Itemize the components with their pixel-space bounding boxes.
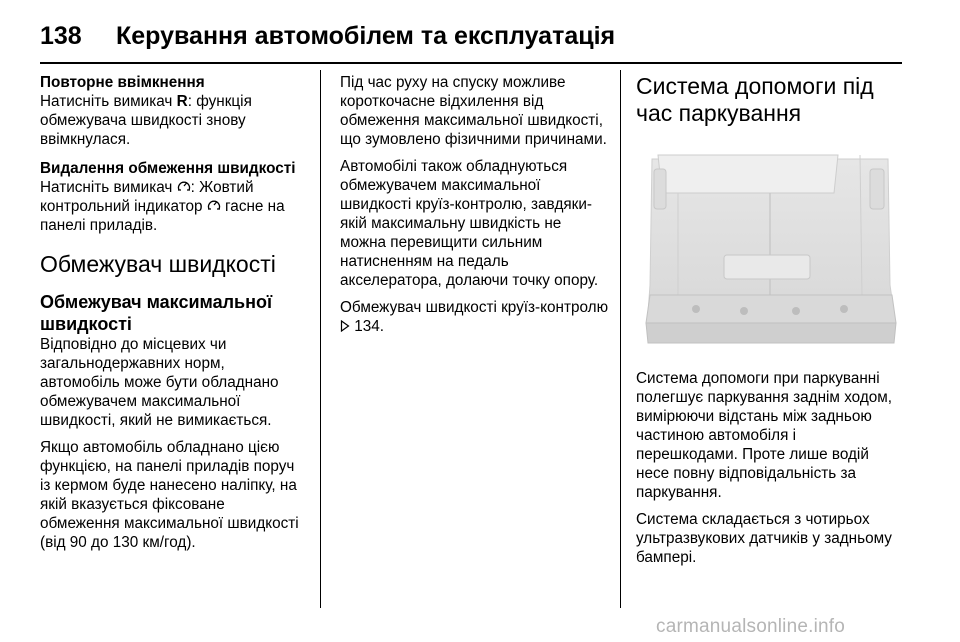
section-heading: Обмежувач швидкості	[40, 251, 276, 277]
page-reference[interactable]: 134.	[354, 318, 385, 335]
reactivate-key: R	[176, 93, 188, 110]
speed-limiter-icon	[207, 197, 221, 216]
page-header	[40, 14, 902, 58]
page-number: 138	[40, 21, 82, 50]
reactivate-text-b: : функція обмежувача швидкості знову ввімкнулася.	[40, 93, 252, 148]
page-reference-triangle-icon	[340, 317, 350, 336]
header-rule	[40, 62, 902, 64]
column-middle	[340, 73, 610, 344]
reactivate-heading: Повторне ввімкнення	[40, 74, 205, 91]
delete-heading: Видалення обмеження швидкості	[40, 160, 296, 177]
paragraph: Обмежувач швидкості круїз-контролю	[340, 299, 609, 316]
column-divider	[320, 70, 321, 608]
subsection-heading: Обмежувач максимальної швидкості	[40, 292, 273, 334]
paragraph: Якщо автомобіль обладнано цією функцією, на панелі приладів поруч із кермом буде нанесено наліпку, на якій вказується фіксоване обмеження максимальної швидкості (від 90 до 130 км/год).	[40, 439, 299, 551]
reactivate-text-a: Натисніть вимикач	[40, 93, 177, 110]
delete-text-a: Натисніть вимикач	[40, 179, 177, 196]
paragraph: Автомобілі також обладнуються обмежувачем максимальної швидкості круїз-контролю, завдяки якій максимальну швидкість не можна перевищити сильним натисненням на педаль акселератора, долаючи точку опору.	[340, 158, 599, 289]
van-rear-illustration	[638, 145, 902, 355]
delete-text-b: : Жовтий контрольний індикатор	[40, 179, 254, 215]
page-title: Керування автомобілем та експлуатація	[116, 21, 616, 50]
parking-assist-heading: Система допомоги під час паркування	[636, 73, 874, 126]
paragraph: Відповідно до місцевих чи загальнодержавних норм, автомобіль може бути обладнано обмежувачем максимальної швидкості, який не вимикається.	[40, 336, 279, 429]
column-left	[40, 73, 308, 560]
paragraph: Система складається з чотирьох ультразвукових датчиків у задньому бампері.	[636, 511, 892, 566]
column-right	[636, 73, 902, 575]
paragraph: Система допомоги при паркуванні полегшує паркування заднім ходом, вимірюючи відстань між задньою частиною автомобіля і перешкодами. Проте лише водій несе повну відповідальність за паркування.	[636, 370, 893, 501]
speed-limiter-icon	[177, 178, 191, 197]
delete-text-c: гасне на панелі приладів.	[40, 198, 285, 234]
column-divider	[620, 70, 621, 608]
watermark: carmanualsonline.info	[656, 616, 846, 637]
paragraph: Під час руху на спуску можливе короткочасне відхилення від обмеження максимальної швидкості, що зумовлено фізичними причинами.	[340, 74, 607, 148]
